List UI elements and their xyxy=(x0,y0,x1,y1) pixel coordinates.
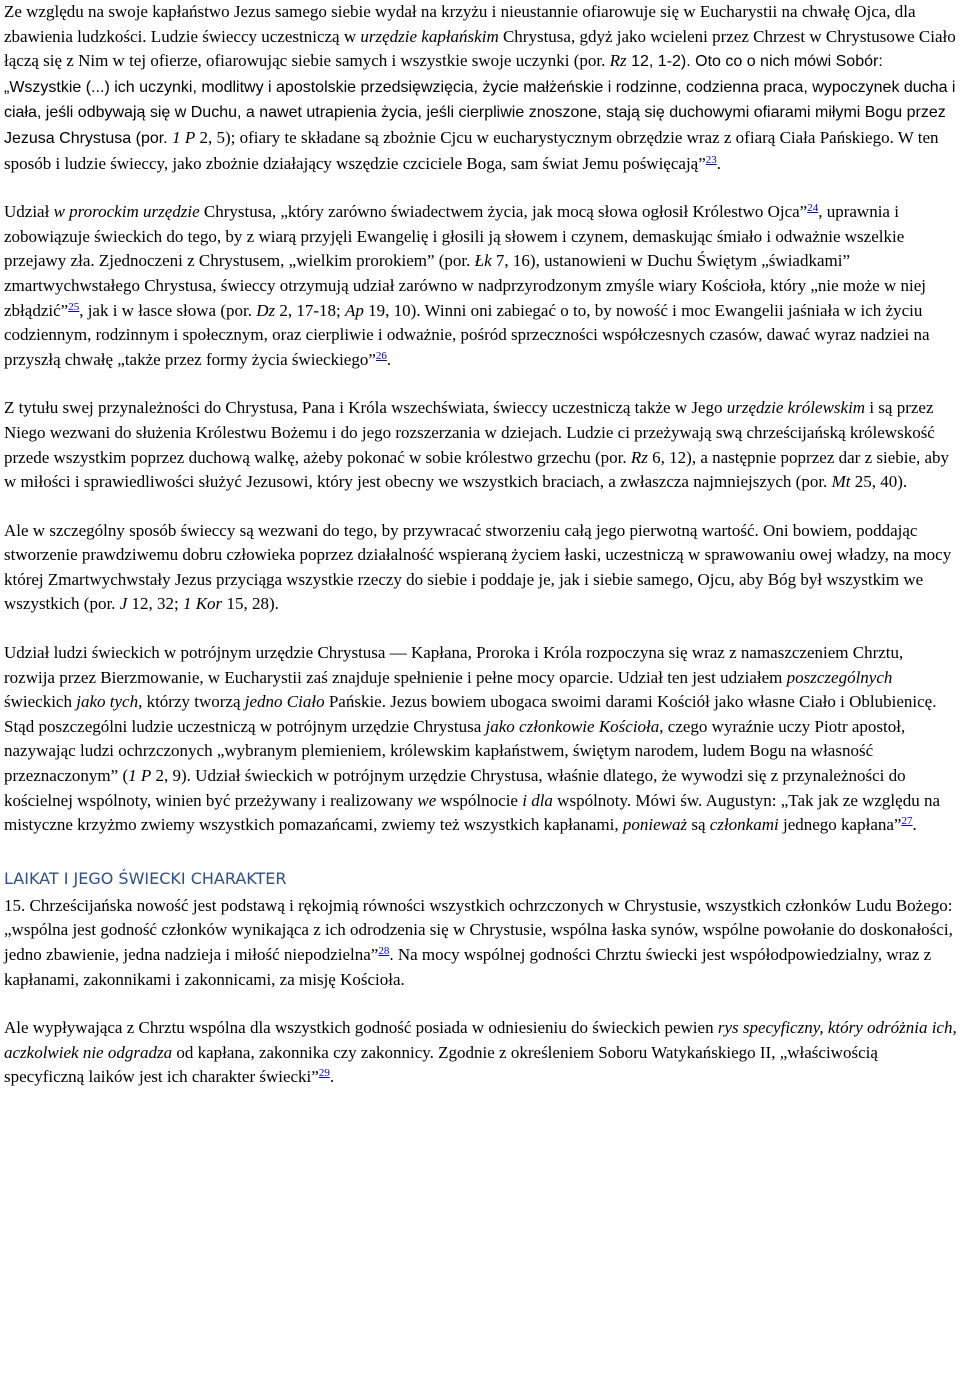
paragraph-restoring-creation xyxy=(4,519,957,617)
text-segment: . xyxy=(716,153,722,173)
bible-reference: Rz xyxy=(609,51,627,71)
text-segment: Udział ludzi świeckich w potrójnym urzędzie Chrystusa — Kapłana, Proroka i Króla rozpoczyna się wraz z namaszczeniem Chrztu, rozwija przez Bierzmowanie, w Eucharystii zaś znajduje spełnienie i pełne mocy oparcie. Udział ten jest udziałem xyxy=(4,643,904,687)
emphasis: członkami xyxy=(709,815,779,835)
emphasis: urzędzie kapłańskim xyxy=(360,26,499,46)
footnote-link[interactable]: 28 xyxy=(378,945,390,957)
emphasis: ponieważ xyxy=(622,815,688,835)
text-segment: są xyxy=(687,815,710,835)
footnote-link[interactable]: 23 xyxy=(705,153,717,166)
text-segment: , którzy tworzą xyxy=(138,692,245,712)
bible-reference: 1 Kor xyxy=(182,594,223,614)
text-segment: 2, 17-18; xyxy=(275,300,346,320)
paragraph-threefold-office xyxy=(4,641,957,838)
emphasis: jako tych xyxy=(76,692,139,712)
footnote-link[interactable]: 24 xyxy=(807,202,819,215)
text-segment: jednego kapłana” xyxy=(778,815,902,835)
text-segment: 6, 12), a następnie poprzez dar z siebie, aby w miłości i sprawiedliwości służyć Jezusowi, który jest obecny we wszystkich braciach, a zwłaszcza najmniejszych (por. xyxy=(4,447,950,492)
bible-reference: 1 P xyxy=(172,127,196,147)
text-segment: 7, 16), ustanowieni w Duchu Świętym „świadkami” zmartwychwstałego Chrystusa, świeccy otrzymują udział zarówno w nadprzyrodzonym zmyśle wiary Kościoła, który „nie może w niej zbłądzić” xyxy=(4,251,926,320)
emphasis: w prorockim urzędzie xyxy=(53,202,200,222)
text-segment: , czego wyraźnie uczy Piotr apostoł, nazywając ludzi ochrzczonych „wybranym plemieniem, królewskim kapłaństwem, świętym narodem, ludem Bogu na własność przeznaczonym” ( xyxy=(4,716,906,786)
text-segment: . xyxy=(329,1067,335,1087)
text-segment: świeckich xyxy=(4,692,77,712)
footnote-link[interactable]: 25 xyxy=(68,300,80,313)
text-segment: 12, 1-2). Oto co o nich mówi Sobór: „Wszystkie (...) ich uczynki, modlitwy i apostolskie przedsięwzięcia, życie małżeńskie i rodzinne, codzienna praca, wypoczynek ducha i ciała, jeśli odbywają się w Duchu, a nawet utrapienia życia, jeśli cierpliwie znoszone, stają się duchowymi ofiarami miłymi Bogu przez Jezusa Chrystusa (por. xyxy=(4,53,956,147)
text-segment: od kapłana, zakonnika czy zakonnicy. Zgodnie z określeniem Soboru Watykańskiego II, „właściwością specyficzną laików jest ich charakter świecki” xyxy=(4,1042,878,1087)
footnote-link[interactable]: 26 xyxy=(375,349,387,362)
text-segment: Chrystusa, gdyż jako wcieleni przez Chrzest w Chrystusowe Ciało łączą się z Nim w tej ofierze, ofiarowując siebie samych i wszystkie swoje uczynki (por. xyxy=(4,26,956,71)
text-segment: wspólnoty. Mówi św. Augustyn: „Tak jak ze względu na mistyczne krzyżmo zwiemy wszystkich pomazańcami, zwiemy też wszystkich kapłanami, xyxy=(4,790,940,835)
text-segment: . xyxy=(386,349,392,369)
text-segment: 25, 40). xyxy=(850,472,908,492)
text-segment: Udział xyxy=(4,202,54,222)
bible-reference: Mt xyxy=(831,472,851,492)
text-segment: Ze względu na swoje kapłaństwo Jezus samego siebie wydał na krzyżu i nieustannie ofiarowuje się w Eucharystii na chwałę Ojca, dla zbawienia ludzkości. Ludzie świeccy uczestniczą w xyxy=(4,2,916,46)
text-segment: 2, 5); ofiary te składane są zbożnie Cjcu w eucharystycznym obrzędzie wraz z ofiarą Ciała Pańskiego. W ten sposób i ludzie świeccy, jako zbożnie działający wszędzie czciciele Boga, sam świat Jemu poświęcają” xyxy=(4,127,939,173)
text-segment: , uprawnia i zobowiązuje świeckich do tego, by z wiarą przyjęli Ewangelię i głosili ją słowem i czynem, demaskując śmiało i odważnie wszelkie przejawy zła. Zjednoczeni z Chrystusem, „wielkim prorokiem” (por. xyxy=(4,202,905,271)
text-segment: . xyxy=(912,815,917,835)
footnote-link[interactable]: 29 xyxy=(318,1067,330,1080)
emphasis: poszczególnych xyxy=(786,667,893,687)
footnote-link[interactable]: 27 xyxy=(901,815,913,828)
text-segment: Pańskie. Jezus bowiem ubogaca swoimi darami Kościół jako własne Ciało i Oblubienicę. Stąd poszczególni ludzie uczestniczą w potrójnym urzędzie Chrystusa xyxy=(4,692,937,736)
text-segment: 12, 32; xyxy=(127,594,183,614)
bible-reference: Rz xyxy=(630,447,648,467)
paragraph-royal-office xyxy=(4,396,957,494)
text-segment: Z tytułu swej przynależności do Chrystusa, Pana i Króla wszechświata, świeccy uczestniczą także w Jego xyxy=(4,398,727,418)
bible-reference: 1 P xyxy=(128,766,152,786)
text-segment: Ale wypływająca z Chrztu wspólna dla wszystkich godność posiada w odniesieniu do świeckich pewien xyxy=(4,1018,718,1038)
emphasis: jedno Ciało xyxy=(244,692,325,712)
bible-reference: Dz xyxy=(256,300,276,320)
text-segment: . Na mocy wspólnej godności Chrztu świecki jest współodpowiedzialny, wraz z kapłanami, zakonnikami i zakonnicami, za misję Kościoła. xyxy=(4,945,932,989)
emphasis: urzędzie królewskim xyxy=(726,398,866,418)
emphasis: i dla xyxy=(522,790,553,810)
text-segment: Ale w szczególny sposób świeccy są wezwani do tego, by przywracać stworzeniu całą jego pierwotną wartość. Oni bowiem, poddając stworzenie prawdziwemu dobru człowieka poprzez działalność wspieraną życiem łaski, uczestniczą w sprawowaniu owej władzy, na mocy której Zmartwychwstały Jezus przyciąga wszystkie rzeczy do siebie i poddaje je, jak i siebie samego, Ojcu, aby Bóg był wszystkim we wszystkich (por. xyxy=(4,520,952,614)
paragraph-equal-dignity xyxy=(4,894,957,992)
section-heading: LAIKAT I JEGO ŚWIECKI CHARAKTER xyxy=(4,868,287,888)
text-segment: 2, 9). Udział świeckich w potrójnym urzędzie Chrystusa, właśnie dlatego, że wywodzi się z przynależności do kościelnej wspólnoty, winien być przeżywany i realizowany xyxy=(4,766,906,810)
emphasis: we xyxy=(417,790,437,810)
text-segment: 15, 28). xyxy=(222,594,279,614)
text-segment: Chrystusa, „który zarówno świadectwem życia, jak mocą słowa ogłosił Królestwo Ojca” xyxy=(199,202,808,222)
bible-reference: J xyxy=(119,594,128,614)
bible-reference: Ap xyxy=(345,300,364,320)
text-segment: , jak i w łasce słowa (por. xyxy=(79,300,257,320)
paragraph-secular-character xyxy=(4,1016,957,1090)
paragraph-prophetic-office xyxy=(4,200,957,372)
emphasis: rys specyficzny, który odróżnia ich, aczkolwiek nie odgradza xyxy=(4,1018,957,1062)
text-segment: i są przez Niego wezwani do służenia Królestwu Bożemu i do jego rozszerzania w dziejach. Ludzie ci przeżywają swą chrześcijańską królewskość przede wszystkim poprzez duchową walkę, ażeby pokonać w sobie królestwo grzechu (por. xyxy=(4,398,935,467)
text-segment: wspólnocie xyxy=(436,790,523,810)
paragraph-priestly-office xyxy=(4,0,957,176)
text-segment: 15. Chrześcijańska nowość jest podstawą i rękojmią równości wszystkich ochrzczonych w Chrystusie, wszystkich członków Ludu Bożego: „wspólna jest godność członków wynikająca z ich odrodzenia się w Chrystusie, wspólna łaska synów, wspólne powołanie do doskonałości, jedno zbawienie, jedna nadzieja i miłość niepodzielna” xyxy=(4,895,953,964)
emphasis: jako członkowie Kościoła xyxy=(485,716,660,736)
bible-reference: Łk xyxy=(474,251,492,271)
text-segment: 19, 10). Winni oni zabiegać o to, by nowość i moc Ewangelii jaśniała w ich życiu codziennym, rodzinnym i społecznym, oraz cierpliwie i odważnie, pośród sprzeczności współczesnych czasów, dawać wyraz nadziei na przyszłą chwałę „także przez formy życia świeckiego” xyxy=(4,300,930,369)
